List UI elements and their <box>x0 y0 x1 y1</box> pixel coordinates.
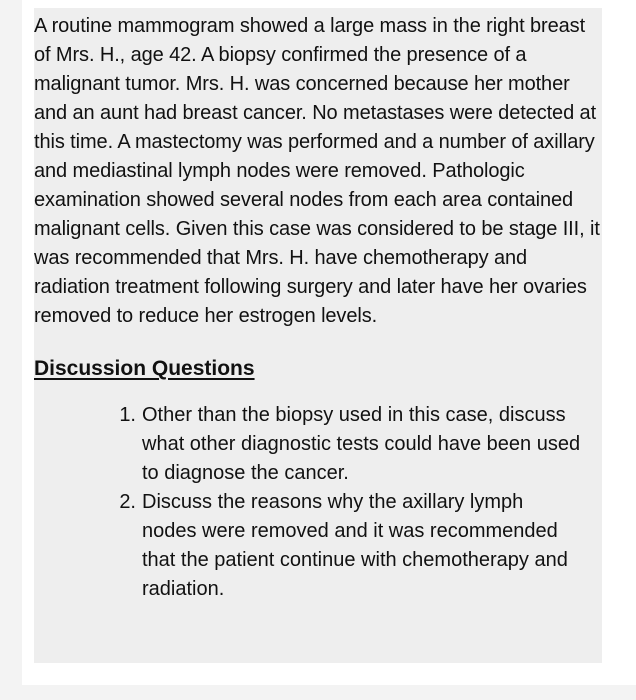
discussion-question-1 <box>119 401 602 488</box>
case-study-content <box>34 8 602 663</box>
discussion-question-list <box>34 401 602 604</box>
case-description: A routine mammogram showed a large mass in the right breast of Mrs. H., age 42. A biopsy confirmed the presence of a malignant tumor. Mrs. H. was concerned because her mother and an aunt had breast cancer. No metastases were detected at this time. A mastectomy was performed and a number of axillary and mediastinal lymph nodes were removed. Pathologic examination showed several nodes from each area contained malignant cells. Given this case was considered to be stage III, it was recommended that Mrs. H. have chemotherapy and radiation treatment following surgery and later have her ovaries removed to reduce her estrogen levels. <box>34 15 600 327</box>
question-text-1: Other than the biopsy used in this case, discuss what other diagnostic tests could have been used to diagnose the cancer. <box>142 404 581 484</box>
question-text-2: Discuss the reasons why the axillary lymph nodes were removed and it was recommended that the patient continue with chemotherapy and radiation. <box>142 491 568 600</box>
discussion-question-2 <box>119 488 602 604</box>
question-number-2: 2. <box>119 491 136 513</box>
discussion-questions-heading: Discussion Questions <box>34 357 255 380</box>
question-number-1: 1. <box>119 404 136 426</box>
